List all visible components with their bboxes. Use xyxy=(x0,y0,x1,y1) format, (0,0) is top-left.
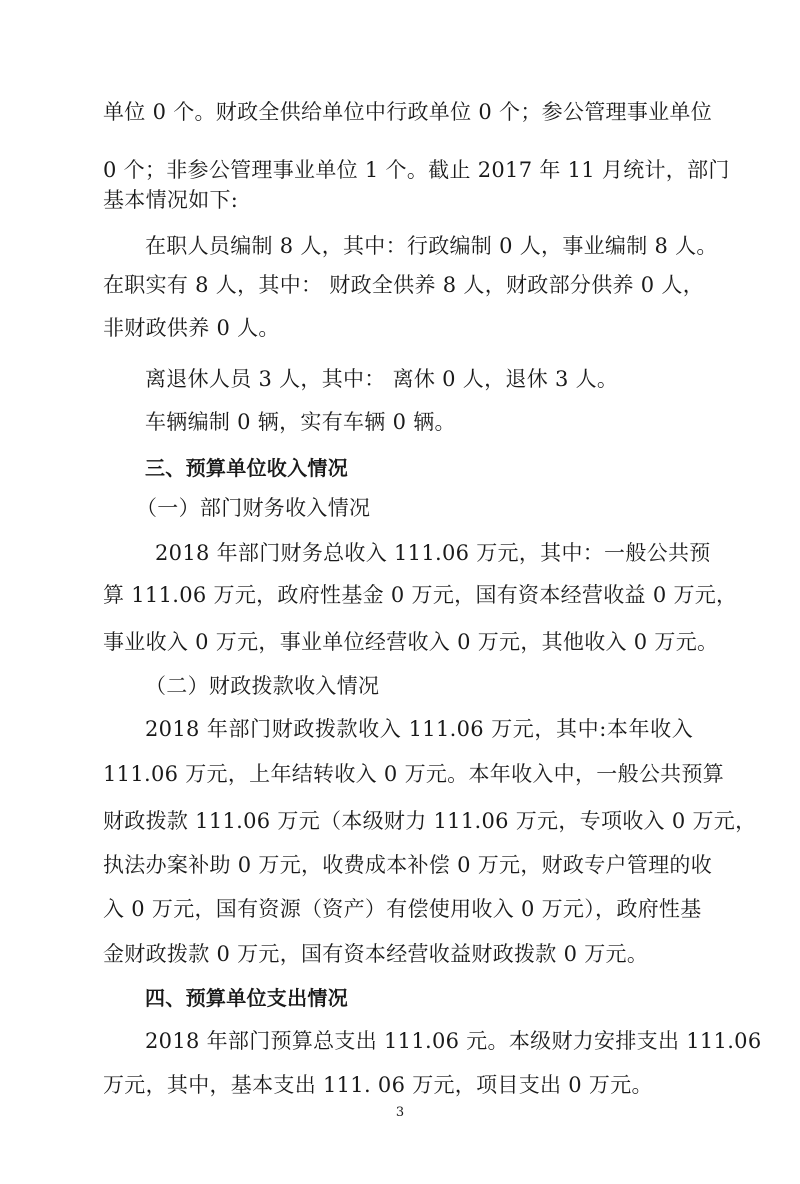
body-text-line: 算 111.06 万元，政府性基金 0 万元，国有资本经营收益 0 万元， xyxy=(103,583,738,607)
body-text-line: 111.06 万元，上年结转收入 0 万元。本年收入中，一般公共预算 xyxy=(103,762,725,786)
body-text-line: 入 0 万元，国有资源（资产）有偿使用收入 0 万元），政府性基 xyxy=(103,897,702,921)
subsection-heading-appropriation-income: （二）财政拨款收入情况 xyxy=(145,674,380,698)
body-text-line: 万元，其中，基本支出 111. 06 万元，项目支出 0 万元。 xyxy=(103,1073,653,1097)
body-text-line: 执法办案补助 0 万元，收费成本补偿 0 万元，财政专户管理的收 xyxy=(103,853,713,877)
body-text-line: 单位 0 个。财政全供给单位中行政单位 0 个；参公管理事业单位 xyxy=(103,100,713,124)
body-text-line: 基本情况如下: xyxy=(103,188,239,212)
body-text-line: 在职人员编制 8 人，其中：行政编制 0 人，事业编制 8 人。 xyxy=(145,234,718,258)
subsection-heading-department-income: （一）部门财务收入情况 xyxy=(136,496,371,520)
body-text-line: 车辆编制 0 辆，实有车辆 0 辆。 xyxy=(145,410,456,434)
section-heading-income: 三、预算单位收入情况 xyxy=(145,456,348,480)
body-text-line: 2018 年部门财政拨款收入 111.06 万元，其中:本年收入 xyxy=(145,717,693,741)
page-number: 3 xyxy=(395,1105,405,1120)
body-text-line: 0 个；非参公管理事业单位 1 个。截止 2017 年 11 月统计，部门 xyxy=(103,158,730,182)
body-text-line: 财政拨款 111.06 万元（本级财力 111.06 万元，专项收入 0 万元， xyxy=(103,809,757,833)
section-heading-expenditure: 四、预算单位支出情况 xyxy=(145,986,348,1010)
body-text-line: 离退休人员 3 人，其中： 离休 0 人，退休 3 人。 xyxy=(145,367,619,391)
body-text-line: 2018 年部门预算总支出 111.06 元。本级财力安排支出 111.06 xyxy=(145,1029,762,1053)
body-text-line: 非财政供养 0 人。 xyxy=(103,316,280,340)
body-text-line: 2018 年部门财务总收入 111.06 万元，其中：一般公共预 xyxy=(155,541,711,565)
body-text-line: 在职实有 8 人，其中： 财政全供养 8 人，财政部分供养 0 人， xyxy=(103,273,705,297)
body-text-line: 金财政拨款 0 万元，国有资本经营收益财政拨款 0 万元。 xyxy=(103,942,649,966)
body-text-line: 事业收入 0 万元，事业单位经营收入 0 万元，其他收入 0 万元。 xyxy=(103,630,719,654)
